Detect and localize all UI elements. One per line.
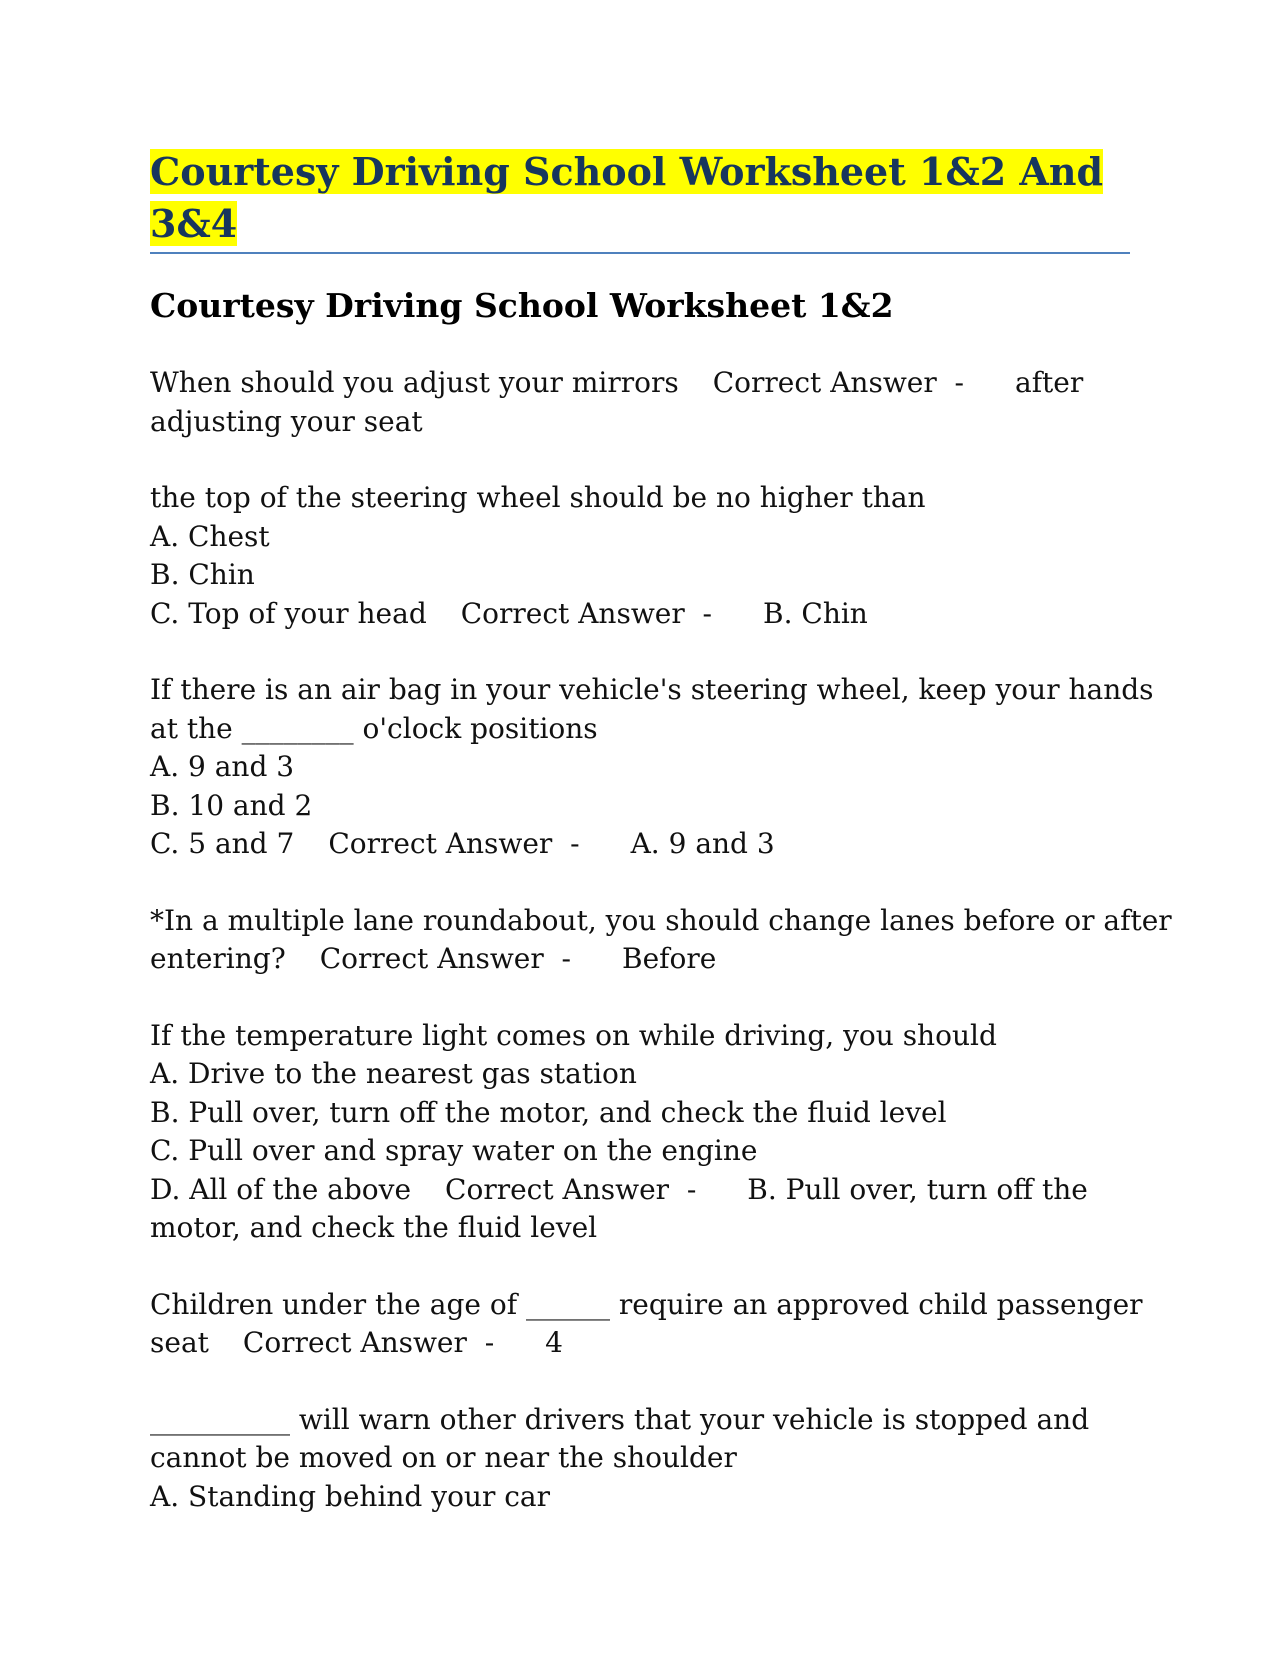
answer-label: Correct Answer - [445, 1172, 697, 1206]
question-text: *In a multiple lane roundabout, you should change lanes before or after [150, 903, 1172, 937]
question-block-2 [150, 479, 1130, 633]
answer-continuation: motor, and check the fluid level [150, 1211, 598, 1244]
question-text: If there is an air bag in your vehicle's steering wheel, keep your hands [150, 673, 1154, 706]
option-a: A. 9 and 3 [150, 750, 295, 783]
question-text-continued: entering? [150, 942, 286, 975]
question-block-4 [150, 902, 1172, 979]
question-text: If the temperature light comes on while driving, you should [150, 1018, 997, 1052]
title-highlight: Courtesy Driving School Worksheet 1&2 And 3&4 [150, 149, 1104, 246]
question-line [150, 364, 1130, 403]
answer-label: Correct Answer - [242, 1326, 495, 1359]
option-d: D. All of the above [150, 1172, 412, 1206]
question-block-6 [150, 1286, 1143, 1363]
option-a: A. Drive to the nearest gas station [150, 1057, 637, 1090]
answer-text: 4 [545, 1326, 563, 1359]
question-text-continued: cannot be moved on or near the shoulder [150, 1441, 737, 1474]
answer-text: B. Pull over, turn off the [747, 1172, 1088, 1206]
answer-text: after [1015, 366, 1084, 399]
option-b: B. Chin [150, 558, 255, 591]
answer-continuation: adjusting your seat [150, 404, 423, 438]
answer-text: Before [622, 942, 717, 975]
question-text: the top of the steering wheel should be no higher than [150, 481, 926, 514]
option-c-line [150, 595, 1130, 634]
section-title: Courtesy Driving School Worksheet 1&2 [150, 286, 894, 325]
question-block-7 [150, 1401, 1130, 1517]
answer-text: A. 9 and 3 [630, 827, 775, 860]
option-b: B. 10 and 2 [150, 788, 313, 822]
document-title [150, 146, 1130, 250]
option-c: C. 5 and 7 [150, 827, 295, 860]
question-block-1 [150, 364, 1130, 441]
question-block-5 [150, 1017, 1130, 1248]
question-block-3 [150, 671, 1154, 864]
answer-label: Correct Answer - [460, 596, 713, 630]
answer-label: Correct Answer - [319, 942, 571, 975]
option-a: A. Standing behind your car [150, 1479, 551, 1513]
question-text-continued: at the ________ o'clock positions [150, 711, 598, 745]
answer-label: Correct Answer - [712, 366, 964, 399]
question-text: Children under the age of ______ require an approved child passenger [150, 1287, 1143, 1321]
option-c: C. Top of your head [150, 596, 427, 630]
title-underline-rule [150, 252, 1130, 254]
document-page [150, 146, 1172, 1516]
question-text: When should you adjust your mirrors [150, 366, 679, 399]
question-answer-line [150, 940, 1130, 979]
question-text-continued: seat [150, 1326, 209, 1359]
question-answer-line [150, 1324, 1130, 1363]
option-a: A. Chest [150, 519, 270, 553]
answer-label: Correct Answer - [328, 827, 580, 860]
option-c-line [150, 825, 1130, 864]
question-text: __________ will warn other drivers that your vehicle is stopped and [150, 1402, 1090, 1436]
option-b: B. Pull over, turn off the motor, and check the fluid level [150, 1095, 947, 1129]
answer-text: B. Chin [763, 596, 868, 630]
option-c: C. Pull over and spray water on the engine [150, 1134, 758, 1167]
option-d-line [150, 1171, 1130, 1210]
